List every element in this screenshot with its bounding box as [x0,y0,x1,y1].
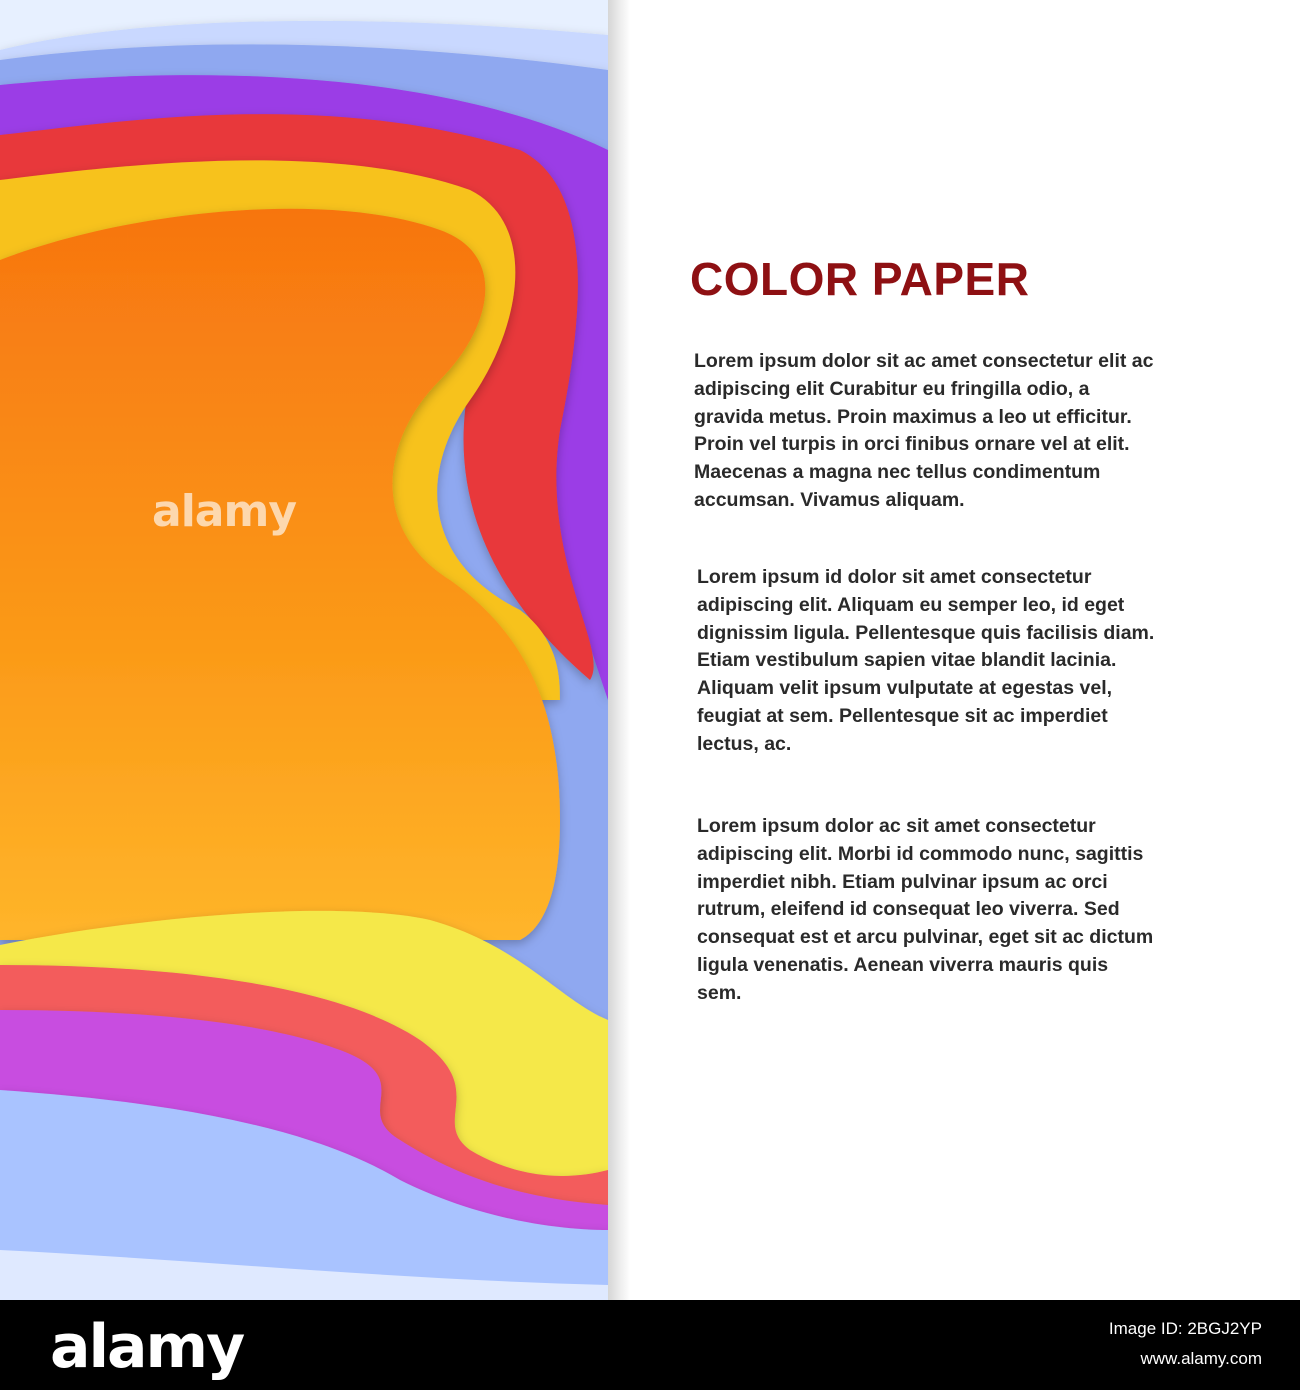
image-id-block [1109,1314,1262,1374]
watermark-bar [0,1300,1300,1390]
site-url-text: www.alamy.com [1140,1349,1262,1368]
paper-cut-artwork [0,0,608,1300]
watermark-logo: alamy [152,486,296,537]
image-id-text: Image ID: 2BGJ2YP [1108,1319,1262,1338]
paragraph-3: Lorem ipsum dolor ac sit amet consectetur adipiscing elit. Morbi id commodo nunc, sagittis imperdiet nibh. Etiam pulvinar ipsum ac orci rutrum, eleifend id consequat leo viverra. Sed consequat est et arcu pulvinar, eget sit ac dictum ligula venenatis. Aenean viverra mauris quis sem. [697,815,1154,1004]
text-panel [630,0,1300,1300]
poster-title: COLOR PAPER [690,253,1030,305]
paragraph-1: Lorem ipsum dolor sit ac amet consectetur elit ac adipiscing elit Curabitur eu fringilla odio, a gravida metus. Proin maximus a leo ut efficitur. Proin vel turpis in orci finibus ornare vel at elit. Maecenas a magna nec tellus condimentum accumsan. Vivamus aliquam. [694,350,1154,511]
paragraph-2: Lorem ipsum id dolor sit amet consectetur adipiscing elit. Aliquam eu semper leo, id eget dignissim ligula. Pellentesque quis facilisis diam. Etiam vestibulum sapien vitae blandit lacinia. Aliquam velit ipsum vulputate at egestas vel, feugiat at sem. Pellentesque sit ac imperdiet lectus, ac. [697,566,1155,755]
divider-shadow [608,0,630,1300]
brand-logo: alamy [50,1312,244,1382]
